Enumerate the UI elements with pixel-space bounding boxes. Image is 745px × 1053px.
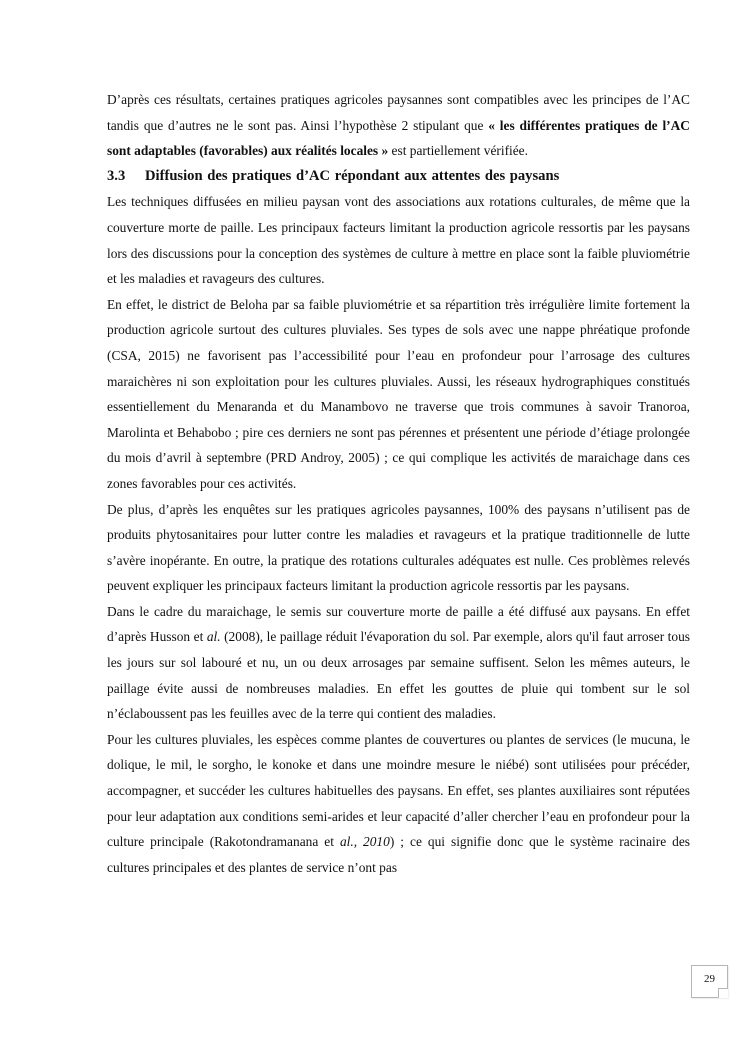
page-number-box: [691, 965, 728, 998]
page-body: [107, 87, 690, 880]
paragraph-techniques: Les techniques diffusées en milieu paysan vont des associations aux rotations culturales, de même que la couverture morte de paille. Les principaux facteurs limitant la production agricole ressortis par les paysans lors des discussions pour la conception des systèmes de culture à mettre en place sont la faible pluviométrie et les maladies et ravageurs des cultures.: [107, 194, 690, 287]
page-number: 29: [704, 973, 715, 985]
intro-text: D’après ces résultats, certaines pratiques agricoles paysannes sont compatibles avec les principes de l’AC tandis que d’autres ne le sont pas. Ainsi l’hypothèse 2 stipulant que: [107, 92, 690, 133]
paragraph-beloha: En effet, le district de Beloha par sa faible pluviométrie et sa répartition très irrégulière limite fortement la production agricole surtout des cultures pluviales. Ses types de sols avec une nappe phréatique profonde (CSA, 2015) ne favorisent pas l’accessibilité pour l’eau en profondeur pour l’arrosage des cultures maraichères ni son exploitation pour les cultures pluviales. Aussi, les réseaux hydrographiques constitués essentiellement du Menaranda et du Manambovo ne traverse que trois communes à savoir Tranoroa, Marolinta et Behabobo ; pire ces derniers ne sont pas pérennes et présentent une période d’étiage prolongée du mois d’avril à septembre (PRD Androy, 2005) ; ce qui complique les activités de maraichage dans ces zones favorables pour ces activités.: [107, 296, 690, 491]
intro-text-end: est partiellement vérifiée.: [388, 143, 528, 159]
maraichage-text: Dans le cadre du maraichage, le semis sur couverture morte de paille a été diffusé aux paysans. En effet d’après Husson et: [107, 603, 690, 645]
hypothesis-quote: « les différentes pratiques de l’AC sont adaptables (favorables) aux réalités locales »: [107, 117, 690, 159]
intro-paragraph: [107, 87, 690, 164]
paragraph-pluviales: [107, 727, 690, 881]
pluviales-text: Pour les cultures pluviales, les espèces comme plantes de couvertures ou plantes de services (le mucuna, le dolique, le mil, le sorgho, le konoke et dans une moindre mesure le niébé) sont utilisées pour précéder, accompagner, et succéder les cultures habituelles des paysans. En effet, ses plantes auxiliaires sont réputées pour leur adaptation aux conditions semi-arides et leur capacité d’aller chercher l’eau en profondeur pour la culture principale (Rakotondramanana et: [107, 731, 690, 850]
paragraph-maraichage: [107, 599, 690, 727]
section-number: 3.3: [107, 167, 126, 184]
section-title: Diffusion des pratiques d’AC répondant aux attentes des paysans: [145, 167, 560, 184]
maraichage-text-end: (2008), le paillage réduit l'évaporation du sol. Par exemple, alors qu'il faut arroser tous les jours sur sol labouré et nu, un ou deux arrosages par semaine suffisent. Selon les mêmes auteurs, le paillage évite aussi de nombreuses maladies. En effet les gouttes de pluie qui tombent sur le sol n’éclaboussent pas les feuilles avec de la terre qui contient des maladies.: [107, 629, 690, 722]
paragraph-enquetes: De plus, d’après les enquêtes sur les pratiques agricoles paysannes, 100% des paysans n’utilisent pas de produits phytosanitaires pour lutter contre les maladies et ravageurs et la pratique traditionnelle de lutte s’avère inopérante. En outre, la pratique des rotations culturales adéquates est nulle. Ces problèmes relevés peuvent expliquer les principaux facteurs limitant la production agricole ressortis par les paysans.: [107, 501, 690, 594]
section-heading: [107, 164, 690, 190]
citation-al: al.: [206, 629, 221, 645]
pluviales-text-end: ) ; ce qui signifie donc que le système racinaire des cultures principales et des plantes de service n’ont pas: [107, 834, 690, 875]
citation-al-2010: al., 2010: [339, 834, 390, 850]
